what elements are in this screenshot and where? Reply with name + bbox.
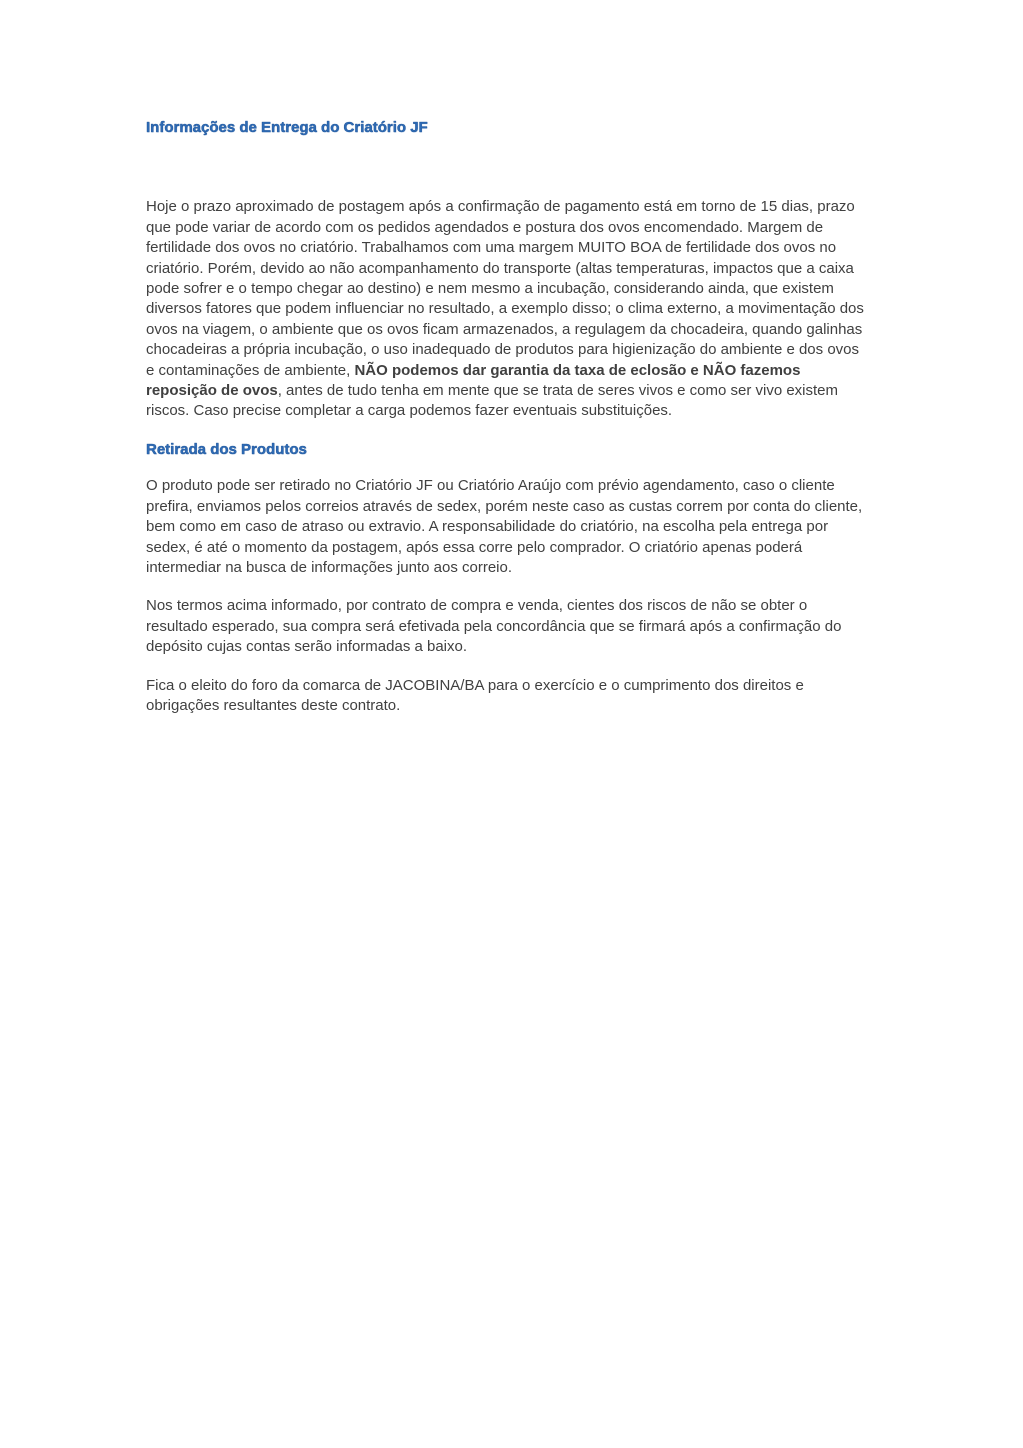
delivery-text-warning: NÃO podemos dar garantia da taxa de eclosão e NÃO fazemos reposição de ovos: [146, 361, 801, 400]
delivery-text-intro: Hoje o prazo aproximado de postagem após a confirmação de pagamento está em torno de 15 dias, prazo que pode variar de acordo com os pedidos agendados e postura dos ovos encomendado. Margem de fertilidade dos ovos no criatório. Trabalhamos com uma margem MUITO BOA de fertilidade dos ovos no criatório. Porém, devido ao não acompanhamento do transporte (altas temperaturas, impactos que a caixa pode sofrer e o tempo chegar ao destino) e nem mesmo a incubação, considerando ainda, que existem diversos fatores que podem influenciar no resultado, a exemplo disso; o clima externo, a movimentação dos ovos na viagem, o ambiente que os ovos ficam armazenados, a regulagem da chocadeira, quando galinhas chocadeiras a própria incubação, o uso inadequado de produtos para higienização do ambiente e dos ovos e contaminações de ambiente,: [146, 198, 864, 379]
section-heading-pickup: Retirada dos Produtos: [146, 440, 307, 458]
section-heading-delivery: Informações de Entrega do Criatório JF: [146, 119, 428, 136]
delivery-paragraph: [146, 197, 870, 421]
pickup-paragraph: O produto pode ser retirado no Criatório JF ou Criatório Araújo com prévio agendamento, caso o cliente prefira, enviamos pelos correios através de sedex, porém neste caso as custas correm por conta do cliente, bem como em caso de atraso ou extravio. A responsabilidade do criatório, na escolha pela entrega por sedex, é até o momento da postagem, após essa corre pelo comprador. O criatório apenas poderá intermediar na busca de informações junto aos correio.: [146, 477, 863, 576]
contract-paragraph: Nos termos acima informado, por contrato de compra e venda, cientes dos riscos de não se obter o resultado esperado, sua compra será efetivada pela concordância que se firmará após a confirmação do depósito cujas contas serão informadas a baixo.: [146, 597, 842, 656]
jurisdiction-paragraph: Fica o eleito do foro da comarca de JACOBINA/BA para o exercício e o cumprimento dos direitos e obrigações resultantes deste contrato.: [146, 676, 804, 714]
delivery-text-outro: , antes de tudo tenha em mente que se trata de seres vivos e como ser vivo existem riscos. Caso precise completar a carga podemos fazer eventuais substituições.: [146, 382, 839, 420]
document-page: [146, 118, 870, 716]
